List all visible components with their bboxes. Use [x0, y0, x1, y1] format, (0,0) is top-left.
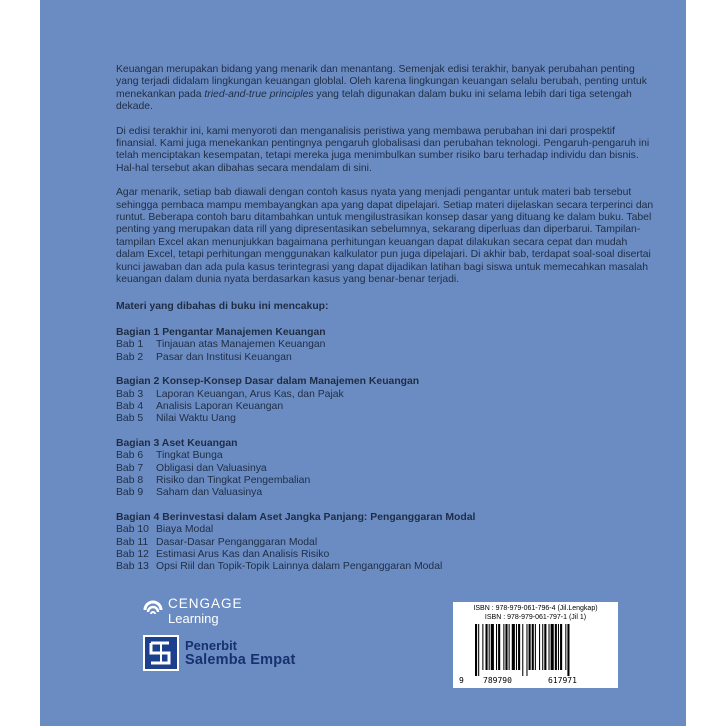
cengage-icon — [142, 598, 164, 620]
contents-intro: Materi yang dibahas di buku ini mencakup: — [116, 300, 329, 312]
chapter-row — [116, 537, 656, 549]
chapter-title: Biaya Modal — [156, 524, 214, 536]
barcode-bar — [558, 624, 559, 670]
chapter-number: Bab 5 — [116, 413, 144, 425]
chapter-number: Bab 10 — [116, 524, 149, 536]
barcode-bar — [522, 624, 523, 676]
barcode-bar — [478, 624, 479, 676]
chapter-title: Tinjauan atas Manajemen Keuangan — [156, 339, 326, 351]
chapter-row — [116, 389, 656, 401]
barcode-bar — [496, 624, 497, 670]
part-title: Bagian 1 Pengantar Manajemen Keuangan — [116, 326, 326, 338]
barcode-digits-right: 617971 — [548, 676, 577, 685]
chapter-row — [116, 339, 656, 351]
paragraph-1-after: yang telah digunakan dalam buku ini selama lebih dari tiga setengah dekade. — [116, 88, 632, 113]
barcode-bar — [542, 624, 543, 670]
salemba-logo — [143, 635, 333, 675]
barcode-bar — [565, 624, 566, 670]
barcode-bar — [555, 624, 557, 670]
chapter-row — [116, 487, 656, 499]
chapter-row — [116, 549, 656, 561]
barcode-bar — [567, 624, 569, 676]
chapter-title: Nilai Waktu Uang — [156, 413, 236, 425]
barcode-bar — [509, 624, 510, 670]
part-section — [116, 438, 656, 500]
chapter-number: Bab 2 — [116, 351, 144, 363]
barcode-digits-left: 789790 — [483, 676, 512, 685]
part-title: Bagian 4 Berinvestasi dalam Aset Jangka Panjang: Penganggaran Modal — [116, 511, 476, 523]
back-cover — [40, 0, 686, 726]
barcode-bar — [549, 624, 550, 670]
chapter-row — [116, 450, 656, 462]
part-section — [116, 376, 656, 426]
publisher-line2: Salemba Empat — [185, 652, 296, 668]
paragraph-1-italic: tried-and-true principles — [204, 88, 314, 100]
barcode-bar — [482, 624, 483, 670]
chapter-row — [116, 475, 656, 487]
paragraph-3: Agar menarik, setiap bab diawali dengan contoh kasus nyata yang menjadi pengantar untuk materi bab tersebut sehingga pembaca mampu membayangkan apa yang dapat dipelajari. Setiap materi dijelaskan secara terperinci dan runtut. Beberapa contoh baru ditambahkan untuk mengilustrasikan konsep dasar yang dituang ke dalam buku. Tabel penting yang merupakan data rill yang dipresentasikan sebelumnya, sekarang diperluas dan diperbarui. Tampilan-tampilan Excel akan menunjukkan bagaimana perhitungan keuangan dapat dilakukan secara cepat dan mudah dalam Excel, tetapi perhitungan menggunakan kalkulator pun juga dipelajari. Di akhir bab, terdapat soal-soal disertai kunci jawaban dan ada pula kasus terintegrasi yang dapat dijadikan latihan bagi siswa untuk memecahkan masalah keuangan dalam dunia nyata berdasarkan kasus yang benar-benar terjadi. — [116, 187, 654, 286]
chapter-row — [116, 561, 656, 573]
chapter-title: Laporan Keuangan, Arus Kas, dan Pajak — [156, 388, 344, 400]
part-section — [116, 327, 656, 364]
part-title: Bagian 3 Aset Keuangan — [116, 437, 238, 449]
chapter-row — [116, 413, 656, 425]
chapter-number: Bab 9 — [116, 487, 144, 499]
barcode-digit-first: 9 — [459, 676, 464, 685]
isbn-line-1: ISBN : 978-979-061-796-4 (Jil.Lengkap) — [473, 605, 598, 612]
chapter-number: Bab 1 — [116, 339, 144, 351]
cengage-name: CENGAGE — [168, 596, 243, 611]
paragraph-2: Di edisi terakhir ini, kami menyoroti dan menganalisis peristiwa yang membawa perubahan ini dari prospektif finansial. Kami juga menekankan pentingnya pengaruh globalisasi dan perubahan teknologi. Pengaruh-pengaruh ini telah menciptakan kesempatan, tetapi mereka juga menimbulkan sumber risiko baru terhadap individu dan bisnis. Hal-hal tersebut akan dibahas secara mendalam di sini. — [116, 125, 650, 174]
chapter-title: Estimasi Arus Kas dan Analisis Risiko — [156, 549, 330, 560]
barcode-bar — [529, 624, 531, 670]
contents-list — [116, 327, 656, 574]
isbn-barcode — [453, 602, 618, 688]
chapter-title: Dasar-Dasar Penganggaran Modal — [156, 536, 318, 548]
chapter-number: Bab 6 — [116, 450, 144, 462]
barcode-bar — [516, 624, 517, 670]
publisher-line1: Penerbit — [185, 638, 238, 653]
blurb — [116, 64, 656, 586]
cengage-sub: Learning — [168, 611, 219, 626]
barcode-bar — [486, 624, 488, 670]
chapter-row — [116, 352, 656, 364]
barcode-bar — [505, 624, 507, 670]
chapter-title: Risiko dan Tingkat Pengembalian — [156, 474, 311, 486]
barcode-icon — [461, 624, 611, 676]
chapter-number: Bab 12 — [116, 549, 149, 560]
chapter-number: Bab 13 — [116, 561, 149, 573]
chapter-title: Pasar dan Institusi Keuangan — [156, 351, 292, 363]
cengage-logo — [142, 596, 292, 630]
chapter-title: Tingkat Bunga — [156, 450, 223, 462]
chapter-title: Saham dan Valuasinya — [156, 487, 263, 499]
chapter-title: Analisis Laporan Keuangan — [156, 400, 284, 412]
barcode-bar — [475, 624, 477, 676]
barcode-bar — [544, 624, 546, 670]
barcode-bar — [535, 624, 536, 670]
chapter-number: Bab 8 — [116, 474, 144, 486]
barcode-bar — [551, 624, 554, 670]
chapter-row — [116, 401, 656, 413]
barcode-bar — [512, 624, 515, 670]
chapter-number: Bab 11 — [116, 536, 149, 548]
barcode-bar — [491, 624, 494, 670]
part-section — [116, 512, 656, 574]
barcode-bar — [560, 624, 562, 670]
chapter-number: Bab 4 — [116, 400, 144, 412]
chapter-number: Bab 3 — [116, 388, 144, 400]
chapter-row — [116, 524, 656, 536]
barcode-bar — [532, 624, 534, 670]
chapter-title: Opsi Riil dan Topik-Topik Lainnya dalam Penganggaran Modal — [156, 561, 443, 573]
paragraph-1-before: Keuangan merupakan bidang yang menarik dan menantang. Semenjak edisi terakhir, banyak perubahan penting yang terjadi didalam lingkungan keuangan globlal. Oleh karena lingkungan keuangan selalu berubah, penting untuk menekankan pada — [116, 64, 647, 100]
chapter-row — [116, 463, 656, 475]
chapter-title: Obligasi dan Valuasinya — [156, 462, 267, 474]
isbn-line-2: ISBN : 978-979-061-797-1 (Jil 1) — [484, 614, 587, 621]
paragraph-1 — [116, 64, 656, 114]
chapter-number: Bab 7 — [116, 462, 144, 474]
barcode-bar — [498, 624, 500, 670]
salemba-icon — [143, 635, 179, 671]
barcode-bar — [489, 624, 490, 670]
barcode-bar — [518, 624, 520, 670]
barcode-bar — [539, 624, 540, 670]
part-title: Bagian 2 Konsep-Konsep Dasar dalam Manajemen Keuangan — [116, 376, 420, 388]
barcode-bar — [526, 624, 527, 676]
barcode-bar — [503, 624, 504, 670]
